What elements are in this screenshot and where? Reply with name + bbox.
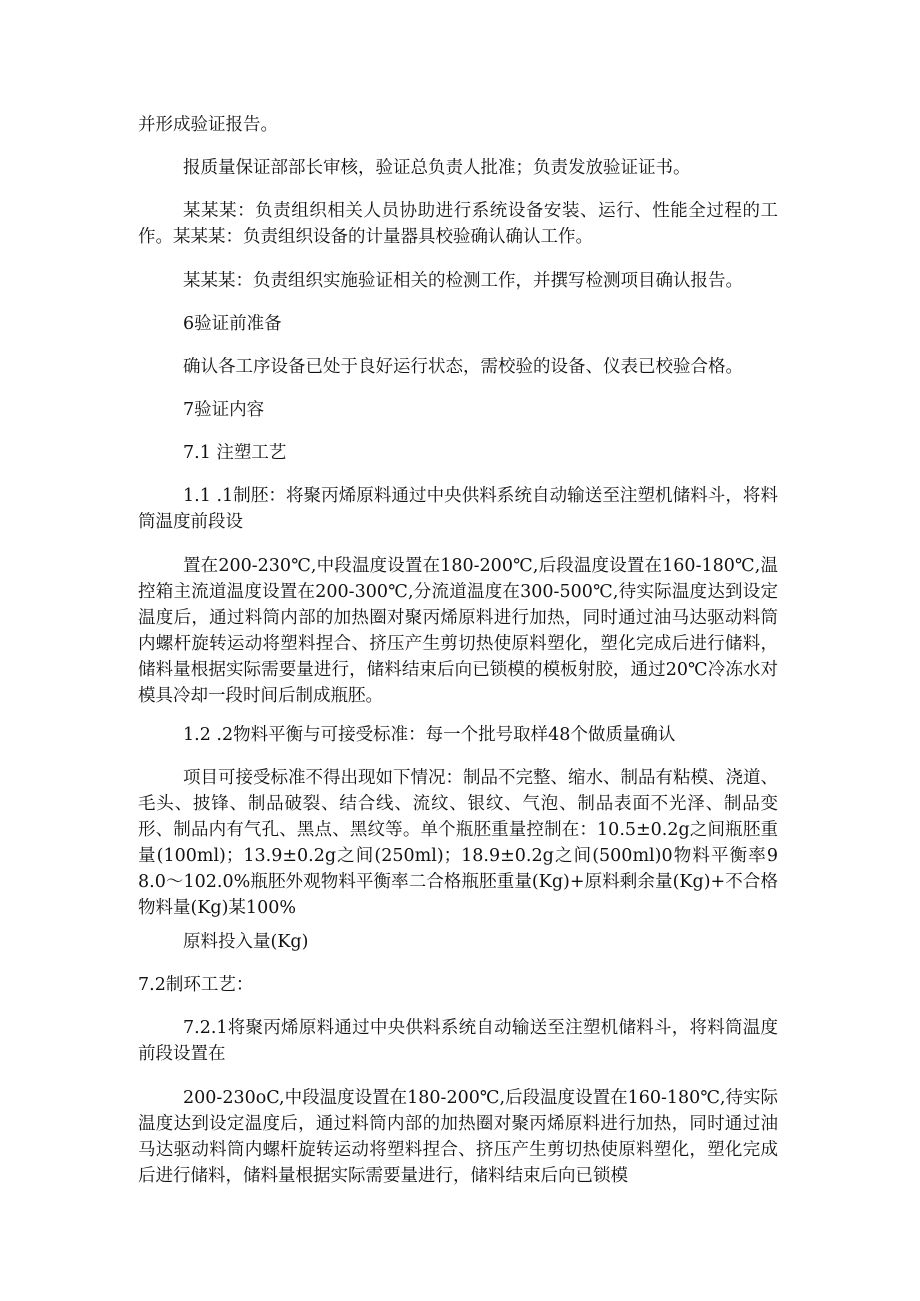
paragraph-raw-material-input: 原料投入量(Kg) (183, 932, 309, 952)
section-heading-6: 6验证前准备 (183, 314, 282, 334)
paragraph-responsibility-install: 某某某：负责组织相关人员协助进行系统设备安装、运行、性能全过程的工作。某某某：负责组织设备的计量器具校验确认确认工作。 (138, 201, 778, 247)
paragraph-1-1-preform: 1.1 .1制胚：将聚丙烯原料通过中央供料系统自动输送至注塑机储料斗，将料筒温度前段设 (138, 486, 778, 532)
paragraph-preparation: 确认各工序设备已处于良好运行状态，需校验的设备、仪表已校验合格。 (183, 357, 743, 377)
paragraph-preform-temperature: 置在200-230℃,中段温度设置在180-200℃,后段温度设置在160-180℃,温控箱主流道温度设置在200-300℃,分流道温度在300-500℃,待实际温度达到设定温度后，通过料筒内部的加热圈对聚丙烯原料进行加热，同时通过油马达驱动料筒内螺杆旋转运动将塑料捏合、挤压产生剪切热使原料塑化，塑化完成后进行储料，储料量根据实际需要量进行，储料结束后向已锁模的模板射胶，通过20℃冷冻水对模具冷却一段时间后制成瓶胚。 (138, 556, 778, 706)
section-heading-7: 7验证内容 (183, 400, 265, 420)
paragraph-7-2-1: 7.2.1将聚丙烯原料通过中央供料系统自动输送至注塑机储料斗，将料筒温度前段设置在 (138, 1018, 778, 1064)
paragraph-verification-report: 并形成验证报告。 (138, 115, 278, 135)
paragraph-responsibility-testing: 某某某：负责组织实施验证相关的检测工作，并撰写检测项目确认报告。 (183, 271, 743, 291)
paragraph-ring-temperature: 200-230oC,中段温度设置在180-200℃,后段温度设置在160-180℃,待实际温度达到设定温度后，通过料筒内部的加热圈对聚丙烯原料进行加热，同时通过油马达驱动料筒内螺杆旋转运动将塑料捏合、挤压产生剪切热使原料塑化，塑化完成后进行储料，储料量根据实际需要量进行，储料结束后向已锁模 (138, 1088, 778, 1186)
section-heading-7-1: 7.1 注塑工艺 (183, 443, 287, 463)
paragraph-acceptance-criteria: 项目可接受标准不得出现如下情况：制品不完整、缩水、制品有粘模、浇道、毛头、披锋、制品破裂、结合线、流纹、银纹、气泡、制品表面不光泽、制品变形、制品内有气孔、黑点、黑纹等。单个瓶胚重量控制在：10.5±0.2g之间瓶胚重量(100ml)；13.9±0.2g之间(250ml)；18.9±0.2g之间(500ml)0物料平衡率98.0～102.0%瓶胚外观物料平衡率二合格瓶胚重量(Kg)+原料剩余量(Kg)+不合格物料量(Kg)某100% (138, 768, 778, 918)
paragraph-1-2-material-balance: 1.2 .2物料平衡与可接受标准：每一个批号取样48个做质量确认 (183, 725, 676, 745)
section-heading-7-2: 7.2制环工艺： (138, 975, 254, 995)
paragraph-approval: 报质量保证部部长审核，验证总负责人批准；负责发放验证证书。 (183, 158, 691, 178)
